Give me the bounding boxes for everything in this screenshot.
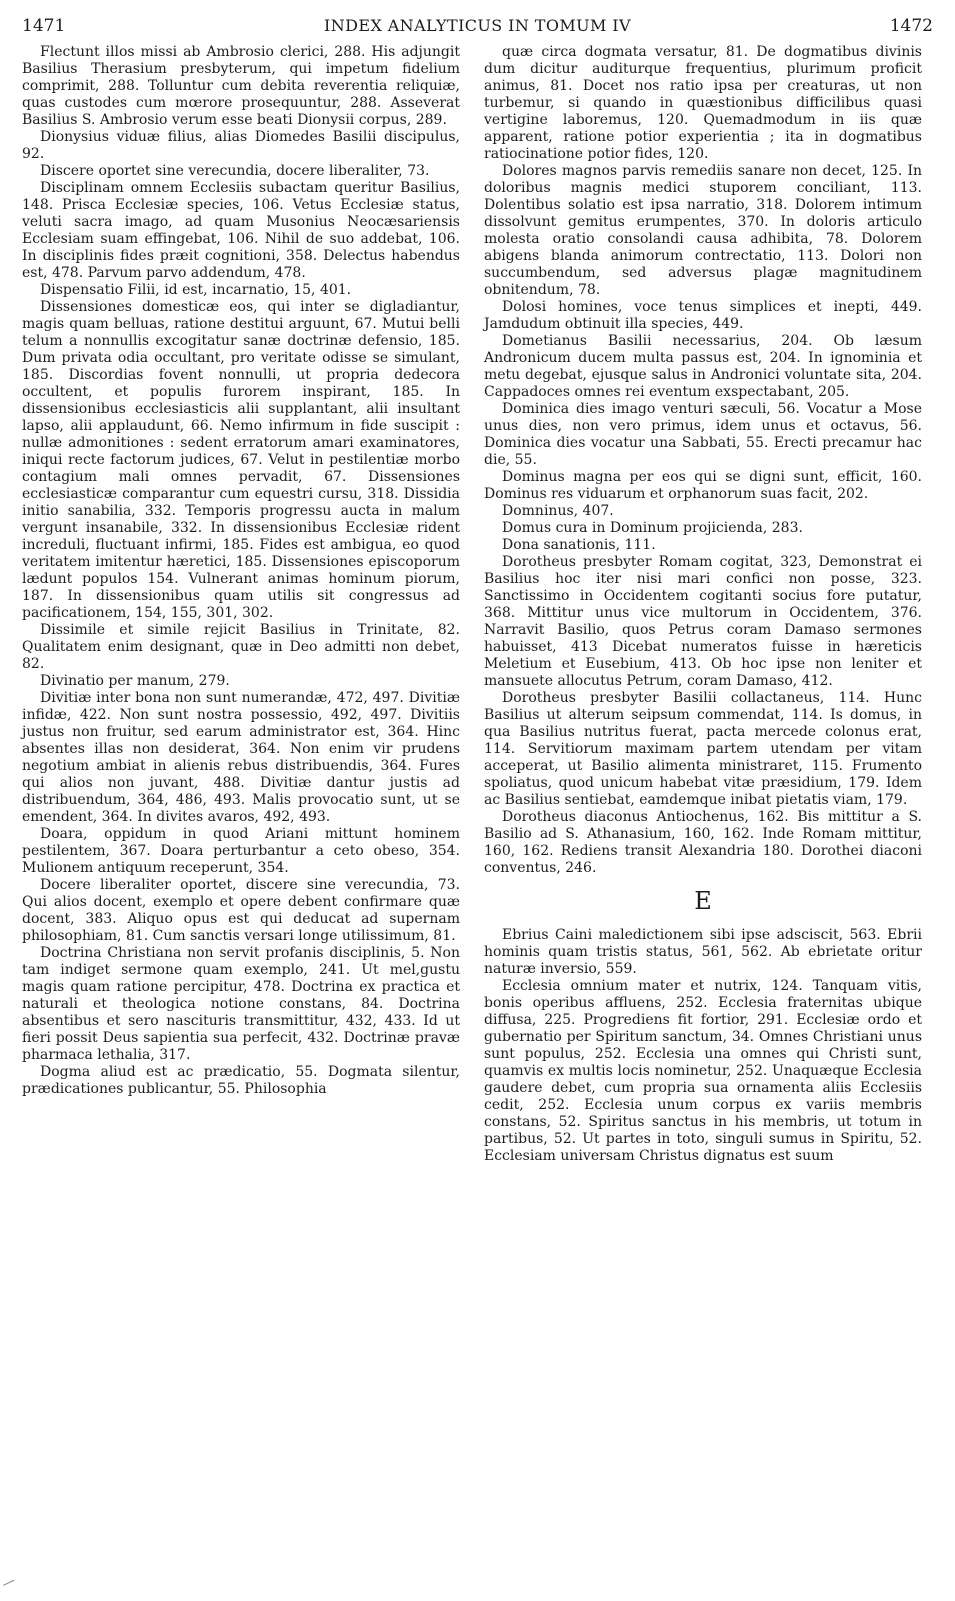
index-entry: Dominica dies imago venturi sæculi, 56. Vocatur a Mose unus dies, non vero primus, idem unus et octavus, 56. Dominica dies vocatur una Sabbati, 55. Erecti precamur hac die, 55. xyxy=(484,401,922,468)
index-entry: Dorotheus presbyter Romam cogitat, 323, Demonstrat ei Basilius hoc iter nisi mari confici non posse, 323. Sanctissimo in Occidentem cogitanti socius fore putatur, 368. Mittitur unus vice multorum in Occidentem, 376. Narravit Basilio, quos Petrus coram Damaso sermones habuisset, 413 Dicebat numeratos fuisse in hæreticis Meletium et Eusebium, 413. Ob hoc ipse non leniter et mansuete allocutus Petrum, coram Damaso, 412. xyxy=(484,554,922,689)
page-number-left: 1471 xyxy=(22,16,66,36)
page-number-right: 1472 xyxy=(889,16,933,36)
index-entry: Domus cura in Dominum projicienda, 283. xyxy=(502,520,803,536)
index-entry: Doara, oppidum in quod Ariani mittunt hominem pestilentem, 367. Doara perturbantur a ceto obeso, 354. Mulionem antiquum receperunt, 354. xyxy=(22,826,460,876)
index-entry: Docere liberaliter oportet, discere sine verecundia, 73. Qui alios docent, exemplo et opere debent confirmare quæ docent, 383. Aliquo opus est qui deducat ad supernam philosophiam, 81. Cum sanctis versari longe utilissimum, 81. xyxy=(22,877,460,944)
index-entry: Disciplinam omnem Ecclesiis subactam queritur Basilius, 148. Prisca Ecclesiæ species, 106. Vetus Ecclesiæ status, veluti sacra imago, ad quam Musonius Neocæsariensis Ecclesiam suam effingebat, 106. Nihil de suo addebat, 106. In disciplinis fides præit cognitioni, 358. Delectus habendus est, 478. Parvum parvo addendum, 478. xyxy=(22,180,460,281)
index-entry: Dogma aliud est ac prædicatio, 55. Dogmata silentur, prædicationes publicantur, 55. Philosophia xyxy=(22,1064,460,1097)
left-column xyxy=(22,44,460,1098)
index-entry: quæ circa dogmata versatur, 81. De dogmatibus divinis dum dicitur auditurque frequentius, plurimum proficit animus, 81. Docet nos ratio ipsa per creaturas, ut non turbemur, si quando in quæstionibus difficilibus quasi vertigine laboremus, 120. Quemadmodum in iis quæ apparent, ratione potior experientia ; ita in dogmatibus ratiocinatione potior fides, 120. xyxy=(484,44,922,162)
index-entry: Dona sanationis, 111. xyxy=(502,537,656,553)
index-entry: Divinatio per manum, 279. xyxy=(40,673,230,689)
index-entry: Dolosi homines, voce tenus simplices et inepti, 449. Jamdudum obtinuit illa species, 449. xyxy=(484,299,922,332)
index-entry: Dometianus Basilii necessarius, 204. Ob læsum Andronicum ducem multa passus est, 204. In ignominia et metu degebat, ejusque salus in Andronici voluntate sita, 204. Cappadoces omnes rei eventum exspectabant, 205. xyxy=(484,333,922,400)
index-entry: Divitiæ inter bona non sunt numerandæ, 472, 497. Divitiæ infidæ, 422. Non sunt nostra possessio, 492, 497. Divitiis justus non fruitur, sed earum administrator est, 364. Hinc absentes illas non desiderat, 364. Non enim vir prudens negotium ambiat in alienis rebus distribuendis, 364. Fures qui alios non juvant, 488. Divitiæ dantur justis ad distribuendum, 364, 486, 493. Malis provocatio sunt, ut se emendent, 364. In divites avaros, 492, 493. xyxy=(22,690,460,825)
index-entry: Domninus, 407. xyxy=(502,503,614,519)
index-entry: Dissensiones domesticæ eos, qui inter se digladiantur, magis quam belluas, ratione destitui arguunt, 67. Mutui belli telum a nonnullis excogitatur sanæ doctrinæ defensio, 185. Dum privata odia occultant, pro veritate odisse se simulant, 185. Discordias fovent nonnulli, ut propria dedecora occultent, et populis furorem inspirant, 185. In dissensionibus ecclesiasticis alii supplantant, alii insultant lapso, alii applaudunt, 66. Nemo infirmum in fide suscipit : nullæ admonitiones : sedent erratorum amari examinatores, iniqui recte factorum judices, 67. Velut in pestilentiæ morbo contagium mali omnes pervadit, 67. Dissensiones ecclesiasticæ comparantur cum equestri cursu, 318. Dissidia initio sanabilia, 332. Temporis progressu aucta in malum vergunt insanabile, 332. In dissensionibus Ecclesiæ rident increduli, fluctuant infirmi, 185. Fides est ambigua, eo quod veritatem imitentur hæretici, 185. Dissensiones episcoporum lædunt populos 154. Vulnerant animas hominum piorum, 187. In dissensionibus quam utilis sit congressus ad pacificationem, 154, 155, 301, 302. xyxy=(22,299,460,621)
index-entry: Doctrina Christiana non servit profanis disciplinis, 5. Non tam indiget sermone quam exemplo, 241. Ut mel,gustu magis quam ratione percipitur, 478. Doctrina ex practica et naturali et theologica notione constans, 84. Doctrina absentibus et sero nascituris transmittitur, 432, 433. Id ut fieri possit Deus sapientia sua perfecit, 432. Doctrinæ pravæ pharmaca lethalia, 317. xyxy=(22,945,460,1063)
index-entry: Dorotheus presbyter Basilii collactaneus, 114. Hunc Basilius ut alterum seipsum commendat, 114. Is domus, in qua Basilius nutritus fuerat, pacta mercede colonus erat, 114. Servitiorum maximam partem utendam per vitam acceperat, ut Basilio alimenta ministraret, 115. Frumento spoliatus, quod unicum habebat vitæ præsidium, 179. Idem ac Basilius sentiebat, eamdemque inibat pietatis viam, 179. xyxy=(484,690,922,808)
index-entry: Flectunt illos missi ab Ambrosio clerici, 288. His adjungit Basilius Therasium presbyterum, qui impetum fidelium comprimit, 288. Tolluntur cum debita reverentia reliquiæ, quas custodes cum mœrore prosequuntur, 288. Asseverat Basilius S. Ambrosio verum esse beati Dionysii corpus, 289. xyxy=(22,44,460,128)
index-entry: Ebrius Caini maledictionem sibi ipse adsciscit, 563. Ebrii hominis quam tristis status, 561, 562. Ab ebrietate oritur naturæ inversio, 559. xyxy=(484,927,922,977)
index-entry: Dolores magnos parvis remediis sanare non decet, 125. In doloribus magnis medici stuporem conciliant, 113. Dolentibus solatio est ipsa narratio, 318. Dolorem intimum dissolvunt gemitus erumpentes, 370. In doloris articulo molesta oratio consolandi causa adhibita, 78. Dolorem abigens blanda animorum contrectatio, 113. Dolori non succumbendum, sed adversus plagæ magnitudinem obnitendum, 78. xyxy=(484,163,922,298)
running-title: INDEX ANALYTICUS IN TOMUM IV xyxy=(324,16,631,35)
page-smudge xyxy=(3,1580,17,1591)
index-entry: Dionysius viduæ filius, alias Diomedes Basilii discipulus, 92. xyxy=(22,129,460,162)
index-entry: Dissimile et simile rejicit Basilius in Trinitate, 82. Qualitatem enim designant, quæ in Deo admitti non debet, 82. xyxy=(22,622,460,672)
section-letter: E xyxy=(694,887,712,915)
index-entry: Ecclesia omnium mater et nutrix, 124. Tanquam vitis, bonis operibus affluens, 252. Ecclesia fraternitas ubique diffusa, 225. Progrediens fit fortior, 291. Ecclesiæ ordo et gubernatio per Spiritum sanctum, 34. Omnes Christiani unus sunt populus, 252. Ecclesia una omnes qui Christi sunt, quamvis ex multis locis nominetur, 252. Unaquæque Ecclesia gaudere debet, cum propria sua ornamenta aliis Ecclesiis cedit, 252. Ecclesia unum corpus ex variis membris constans, 52. Spiritus sanctus in his membris, ut totum in partibus, 52. Ut partes in toto, singuli sumus in Spiritu, 52. Ecclesiam universam Christus dignatus est suum xyxy=(484,978,922,1164)
index-entry: Discere oportet sine verecundia, docere liberaliter, 73. xyxy=(40,163,430,179)
right-column xyxy=(484,44,922,1165)
page-header xyxy=(22,8,933,36)
index-entry: Dispensatio Filii, id est, incarnatio, 15, 401. xyxy=(40,282,352,298)
index-entry: Dominus magna per eos qui se digni sunt, efficit, 160. Dominus res viduarum et orphanorum suas facit, 202. xyxy=(484,469,922,502)
index-entry: Dorotheus diaconus Antiochenus, 162. Bis mittitur a S. Basilio ad S. Athanasium, 160, 162. Inde Romam mittitur, 160, 162. Rediens transit Alexandria 180. Dorothei diaconi conventus, 246. xyxy=(484,809,922,876)
